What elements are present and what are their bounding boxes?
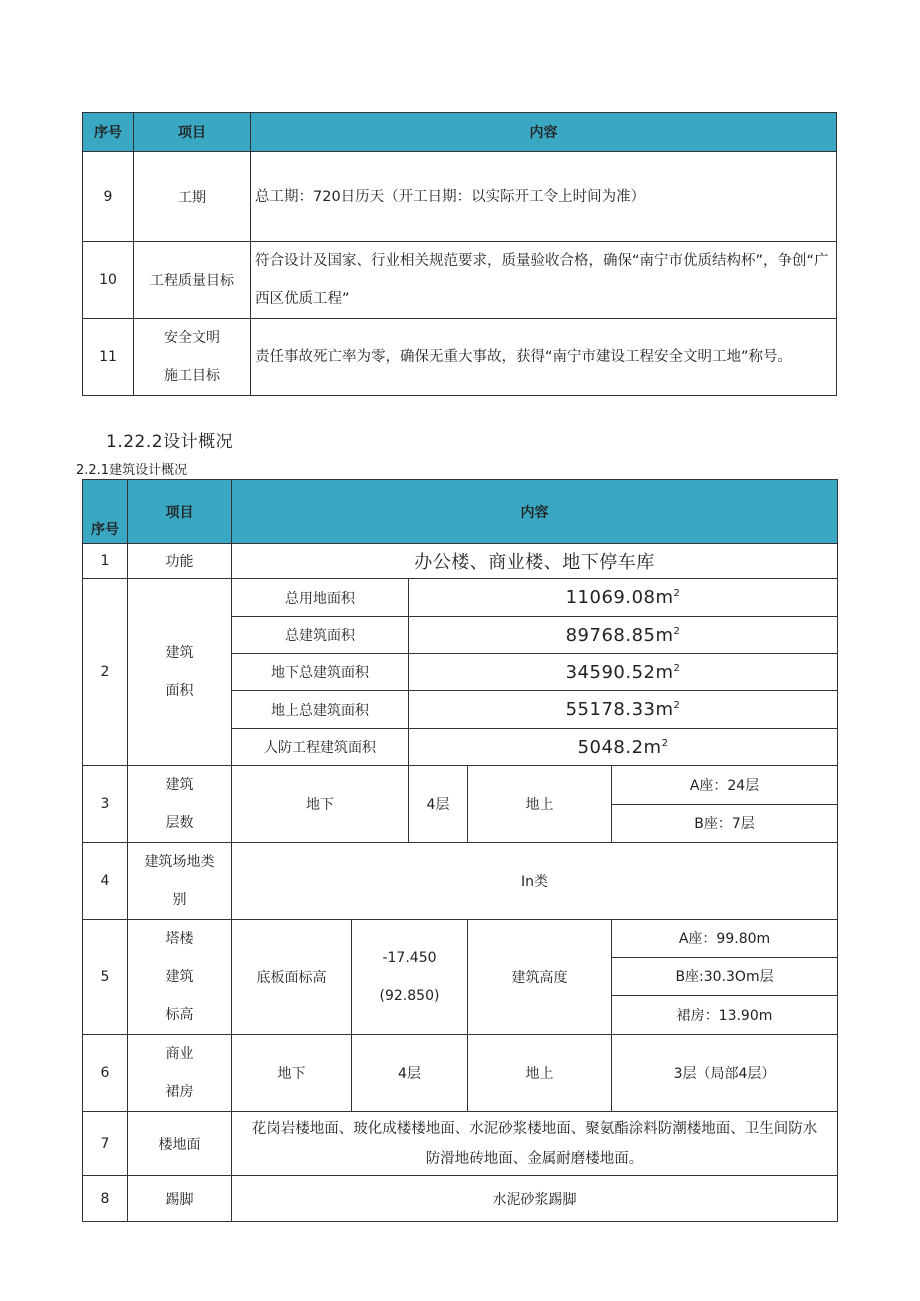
podium-height: 裙房：13.90m bbox=[612, 995, 838, 1034]
row-item bbox=[128, 766, 232, 843]
header-content: 内容 bbox=[251, 113, 837, 152]
tower-b-height: B座:30.3Om层 bbox=[612, 957, 838, 995]
row-item bbox=[134, 319, 251, 396]
skirting-value: 水泥砂浆踢脚 bbox=[232, 1176, 838, 1222]
row-item-line: 标高 bbox=[165, 1007, 194, 1023]
above-ground-label: 地上 bbox=[468, 766, 612, 843]
area-label: 总建筑面积 bbox=[232, 617, 409, 654]
floor-finishes-line: 防滑地砖地面、金属耐磨楼地面。 bbox=[425, 1150, 644, 1167]
row-item: 楼地面 bbox=[128, 1112, 232, 1176]
area-value: $89768.85m^2$ bbox=[409, 617, 838, 654]
row-content: 总工期：720日历天（开工日期：以实际开工令上时间为准） bbox=[251, 152, 837, 242]
base-elevation-label: 底板面标高 bbox=[232, 920, 352, 1035]
tower-a-height: A座：99.80m bbox=[612, 920, 838, 958]
area-value: $34590.52m^2$ bbox=[409, 654, 838, 691]
building-height-label: 建筑高度 bbox=[468, 920, 612, 1035]
subsection-heading: 2.2.1建筑设计概况 bbox=[76, 463, 188, 478]
row-item bbox=[128, 1035, 232, 1112]
row-no: 2 bbox=[83, 579, 128, 766]
row-no: 1 bbox=[83, 544, 128, 579]
underground-label: 地下 bbox=[232, 766, 409, 843]
section-heading: 1.22.2设计概况 bbox=[106, 432, 234, 452]
site-class-value: In类 bbox=[232, 843, 838, 920]
row-item: 功能 bbox=[128, 544, 232, 579]
podium-above-value: 3层（局部4层） bbox=[612, 1035, 838, 1112]
base-elevation-line: (92.850) bbox=[379, 988, 440, 1004]
row-item-line: 建筑 bbox=[165, 777, 194, 793]
row-item bbox=[128, 920, 232, 1035]
row-no: 11 bbox=[83, 319, 134, 396]
header-content: 内容 bbox=[232, 480, 838, 544]
function-value: 办公楼、商业楼、地下停车库 bbox=[232, 544, 838, 579]
area-value: $5048.2m^2$ bbox=[409, 729, 838, 766]
row-content: 符合设计及国家、行业相关规范要求，质量验收合格，确保“南宁市优质结构杯”，争创“广西区优质工程” bbox=[251, 242, 837, 319]
podium-underground-value: 4层 bbox=[352, 1035, 468, 1112]
header-no: 序号 bbox=[83, 113, 134, 152]
row-no: 7 bbox=[83, 1112, 128, 1176]
row-item-line: 裙房 bbox=[165, 1084, 194, 1100]
row-no: 8 bbox=[83, 1176, 128, 1222]
row-item: 踢脚 bbox=[128, 1176, 232, 1222]
header-item: 项目 bbox=[134, 113, 251, 152]
area-value: $11069.08m^2$ bbox=[409, 579, 838, 617]
area-label: 地下总建筑面积 bbox=[232, 654, 409, 691]
row-content: 责任事故死亡率为零，确保无重大事故，获得“南宁市建设工程安全文明工地”称号。 bbox=[251, 319, 837, 396]
header-item: 项目 bbox=[128, 480, 232, 544]
building-design-table bbox=[82, 479, 838, 1222]
row-no: 10 bbox=[83, 242, 134, 319]
row-item bbox=[128, 579, 232, 766]
row-no: 6 bbox=[83, 1035, 128, 1112]
row-no: 3 bbox=[83, 766, 128, 843]
tower-b-floors: B座：7层 bbox=[612, 804, 838, 843]
row-item-line: 商业 bbox=[165, 1046, 194, 1062]
tower-a-floors: A座：24层 bbox=[612, 766, 838, 805]
row-no: 5 bbox=[83, 920, 128, 1035]
area-label: 总用地面积 bbox=[232, 579, 409, 617]
quality-goals-table bbox=[82, 112, 837, 396]
row-no: 9 bbox=[83, 152, 134, 242]
row-item: 工程质量目标 bbox=[134, 242, 251, 319]
underground-value: 4层 bbox=[409, 766, 468, 843]
floor-finishes bbox=[232, 1112, 838, 1176]
row-item bbox=[128, 843, 232, 920]
row-item-line: 建筑 bbox=[165, 969, 194, 985]
header-no: 序号 bbox=[83, 480, 128, 544]
area-value: $55178.33m^2$ bbox=[409, 691, 838, 729]
podium-above-label: 地上 bbox=[468, 1035, 612, 1112]
row-item-line: 建筑场地类 bbox=[144, 854, 215, 870]
area-label: 人防工程建筑面积 bbox=[232, 729, 409, 766]
row-item-line: 面积 bbox=[165, 683, 194, 699]
row-item: 工期 bbox=[134, 152, 251, 242]
row-item-line: 别 bbox=[172, 892, 187, 908]
row-item-line: 塔楼 bbox=[165, 931, 194, 947]
floor-finishes-line: 花岗岩楼地面、玻化成楼楼地面、水泥砂浆楼地面、聚氨酯涂料防潮楼地面、卫生间防水 bbox=[251, 1120, 818, 1137]
row-item-line: 施工目标 bbox=[164, 368, 220, 384]
base-elevation-line: -17.450 bbox=[382, 950, 437, 966]
area-label: 地上总建筑面积 bbox=[232, 691, 409, 729]
row-no: 4 bbox=[83, 843, 128, 920]
podium-underground-label: 地下 bbox=[232, 1035, 352, 1112]
row-item-line: 层数 bbox=[165, 815, 194, 831]
row-item-line: 安全文明 bbox=[164, 330, 220, 346]
row-item-line: 建筑 bbox=[165, 645, 194, 661]
base-elevation-value bbox=[352, 920, 468, 1035]
